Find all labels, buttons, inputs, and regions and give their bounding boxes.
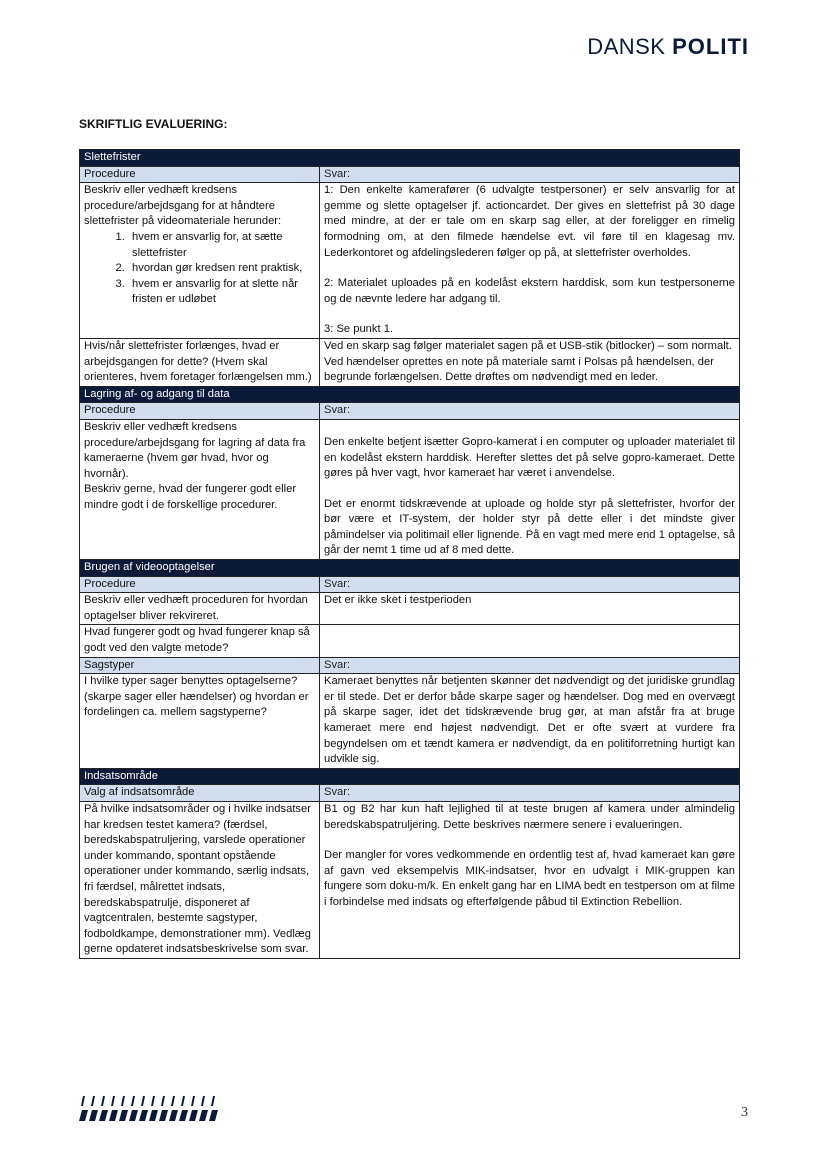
subheader-row: Procedure Svar:	[80, 576, 740, 593]
table-row	[80, 593, 740, 625]
answer-cell: Ved en skarp sag følger materialet sagen på et USB-stik (bitlocker) – som normalt. Ved hændelser oprettes en note på materiale samt i Polsas på hændelsen, der begrunde forlængelsen. Dette drøftes om nødvendigt med en leder.	[320, 338, 740, 386]
table-row	[80, 625, 740, 657]
question-cell: Hvad fungerer godt og hvad fungerer knap så godt ved den valgte metode?	[80, 625, 320, 657]
table-row	[80, 419, 740, 559]
page-number: 3	[741, 1105, 748, 1120]
footer-stripes-decoration	[79, 1096, 219, 1122]
table-row	[80, 338, 740, 386]
section-header-sagstyper: Sagstyper Svar:	[80, 657, 740, 674]
answer-cell	[320, 625, 740, 657]
answer-cell: Det er ikke sket i testperioden	[320, 593, 740, 625]
page-heading: SKRIFTLIG EVALUERING:	[79, 117, 228, 131]
stripes-top	[81, 1096, 215, 1106]
question-cell: På hvilke indsatsområder og i hvilke indsatser har kredsen testet kamera? (færdsel, beredskabspatruljering, varslede operationer under kommando, spontant opstående operationer under kommando, særlig indsats, fri færdsel, målrettet indsats, beredskabspatrulje, disponeret af vagtcentralen, bestemte sagstyper, fodboldkampe, demonstrationer mm). Vedlæg gerne opdateret indsatsbeskrivelse som svar.	[80, 801, 320, 958]
brand-logo: DANSK POLITI	[587, 34, 749, 59]
stripes-bottom	[79, 1110, 218, 1121]
question-list	[84, 230, 315, 308]
answer-cell: Kameraet benyttes når betjenten skønner det nødvendigt og det juridiske grundlag er til stede. Det er derfor både skarpe sager og hændelser. Dog med en overvægt på skarpe sager, idet det tidskrævende brug gør, at man afstår fra at bruge kameraet mere end højest nødvendigt. Det er ofte svært at vurdere fra begyndelsen om et tændt kamera er nødvendigt, da en politiforretning hurtigt kan udvikle sig.	[320, 674, 740, 769]
list-item: 1. hvem er ansvarlig for, at sætte slettefrister	[128, 230, 315, 261]
section-header-indsats: Indsatsområde	[80, 768, 740, 785]
subheader-row: Valg af indsatsområde Svar:	[80, 785, 740, 802]
answer-cell: B1 og B2 har kun haft lejlighed til at teste brugen af kamera under almindelig beredskabspatruljering. Dette beskrives nærmere senere i evalueringen. Der mangler for vores vedkommende en ordentlig test af, hvad kameraet kan gøre af gavn ved eksempelvis MIK-indsatser, hvor en udvalgt i MIK-gruppen kan fungere som doku-m/k. En enkelt gang har en LIMA bedt en testperson om at filme i forbindelse med indsats og efterfølgende påbud til Extinction Rebellion.	[320, 801, 740, 958]
table-row	[80, 801, 740, 958]
answer-cell: Den enkelte betjent isætter Gopro-kamerat i en computer og uploader materialet til en kodelåst ekstern harddisk. Herefter slettes det på selve gopro-kameraet. Dette gøres på hver vagt, hvor kameraet har været i anvendelse. Det er enormt tidskrævende at uploade og holde styr på slettefrister, hvorfor der bør være et IT-system, der holder styr på dette eller i det mindste giver påmindelser via politimail eller lignende. På en vagt med mere end 1 optagelse, så går der nemt 1 time ud af 8 med dette.	[320, 419, 740, 559]
question-cell: Beskriv eller vedhæft kredsens procedure/arbejdsgang for at håndtere slettefrister på videomateriale herunder: 1. hvem er ansvarlig for, at sætte slettefrister 2. hvordan gør kredsen rent praktisk, 3. hvem er ansvarlig for at slette når fristen er udløbet	[80, 183, 320, 339]
section-header-brugen: Brugen af videooptagelser	[80, 560, 740, 577]
list-item: 3. hvem er ansvarlig for at slette når fristen er udløbet	[128, 277, 315, 308]
list-item: 2. hvordan gør kredsen rent praktisk,	[128, 261, 315, 277]
question-cell: I hvilke typer sager benyttes optagelserne? (skarpe sager eller hændelser) og hvordan er fordelingen ca. mellem sagstyperne?	[80, 674, 320, 769]
section-header-lagring: Lagring af- og adgang til data	[80, 386, 740, 403]
subheader-row: Procedure Svar:	[80, 403, 740, 420]
question-cell: Beskriv eller vedhæft kredsens procedure/arbejdsgang for lagring af data fra kameraerne (hvem gør hvad, hvor og hvornår). Beskriv gerne, hvad der fungerer godt eller mindre godt i de forskellige procedurer.	[80, 419, 320, 559]
question-cell: Hvis/når slettefrister forlænges, hvad er arbejdsgangen for dette? (Hvem skal orienteres, hvem foretager forlængelsen mm.)	[80, 338, 320, 386]
answer-cell: 1: Den enkelte kamerafører (6 udvalgte testpersoner) er selv ansvarlig for at gemme og slette optagelser jf. actioncardet. Der gives en slettefrist på 30 dage med mindre, at der er tale om en skarp sag eller, at der foreligger en rimelig formodning om, at den filmede hændelse evt. vil føre til en klagesag mv. Lederkontoret og afdelingslederen følger op på, at slettefrister overholdes. 2: Materialet uploades på en kodelåst ekstern harddisk, som kun testpersonerne og de nævnte ledere har adgang til. 3: Se punkt 1.	[320, 183, 740, 339]
evaluation-table	[79, 149, 740, 959]
question-cell: Beskriv eller vedhæft proceduren for hvordan optagelser bliver rekvireret.	[80, 593, 320, 625]
subheader-row: Procedure Svar:	[80, 166, 740, 183]
table-row	[80, 183, 740, 339]
section-header-slettefrister: Slettefrister	[80, 150, 740, 167]
table-row	[80, 674, 740, 769]
